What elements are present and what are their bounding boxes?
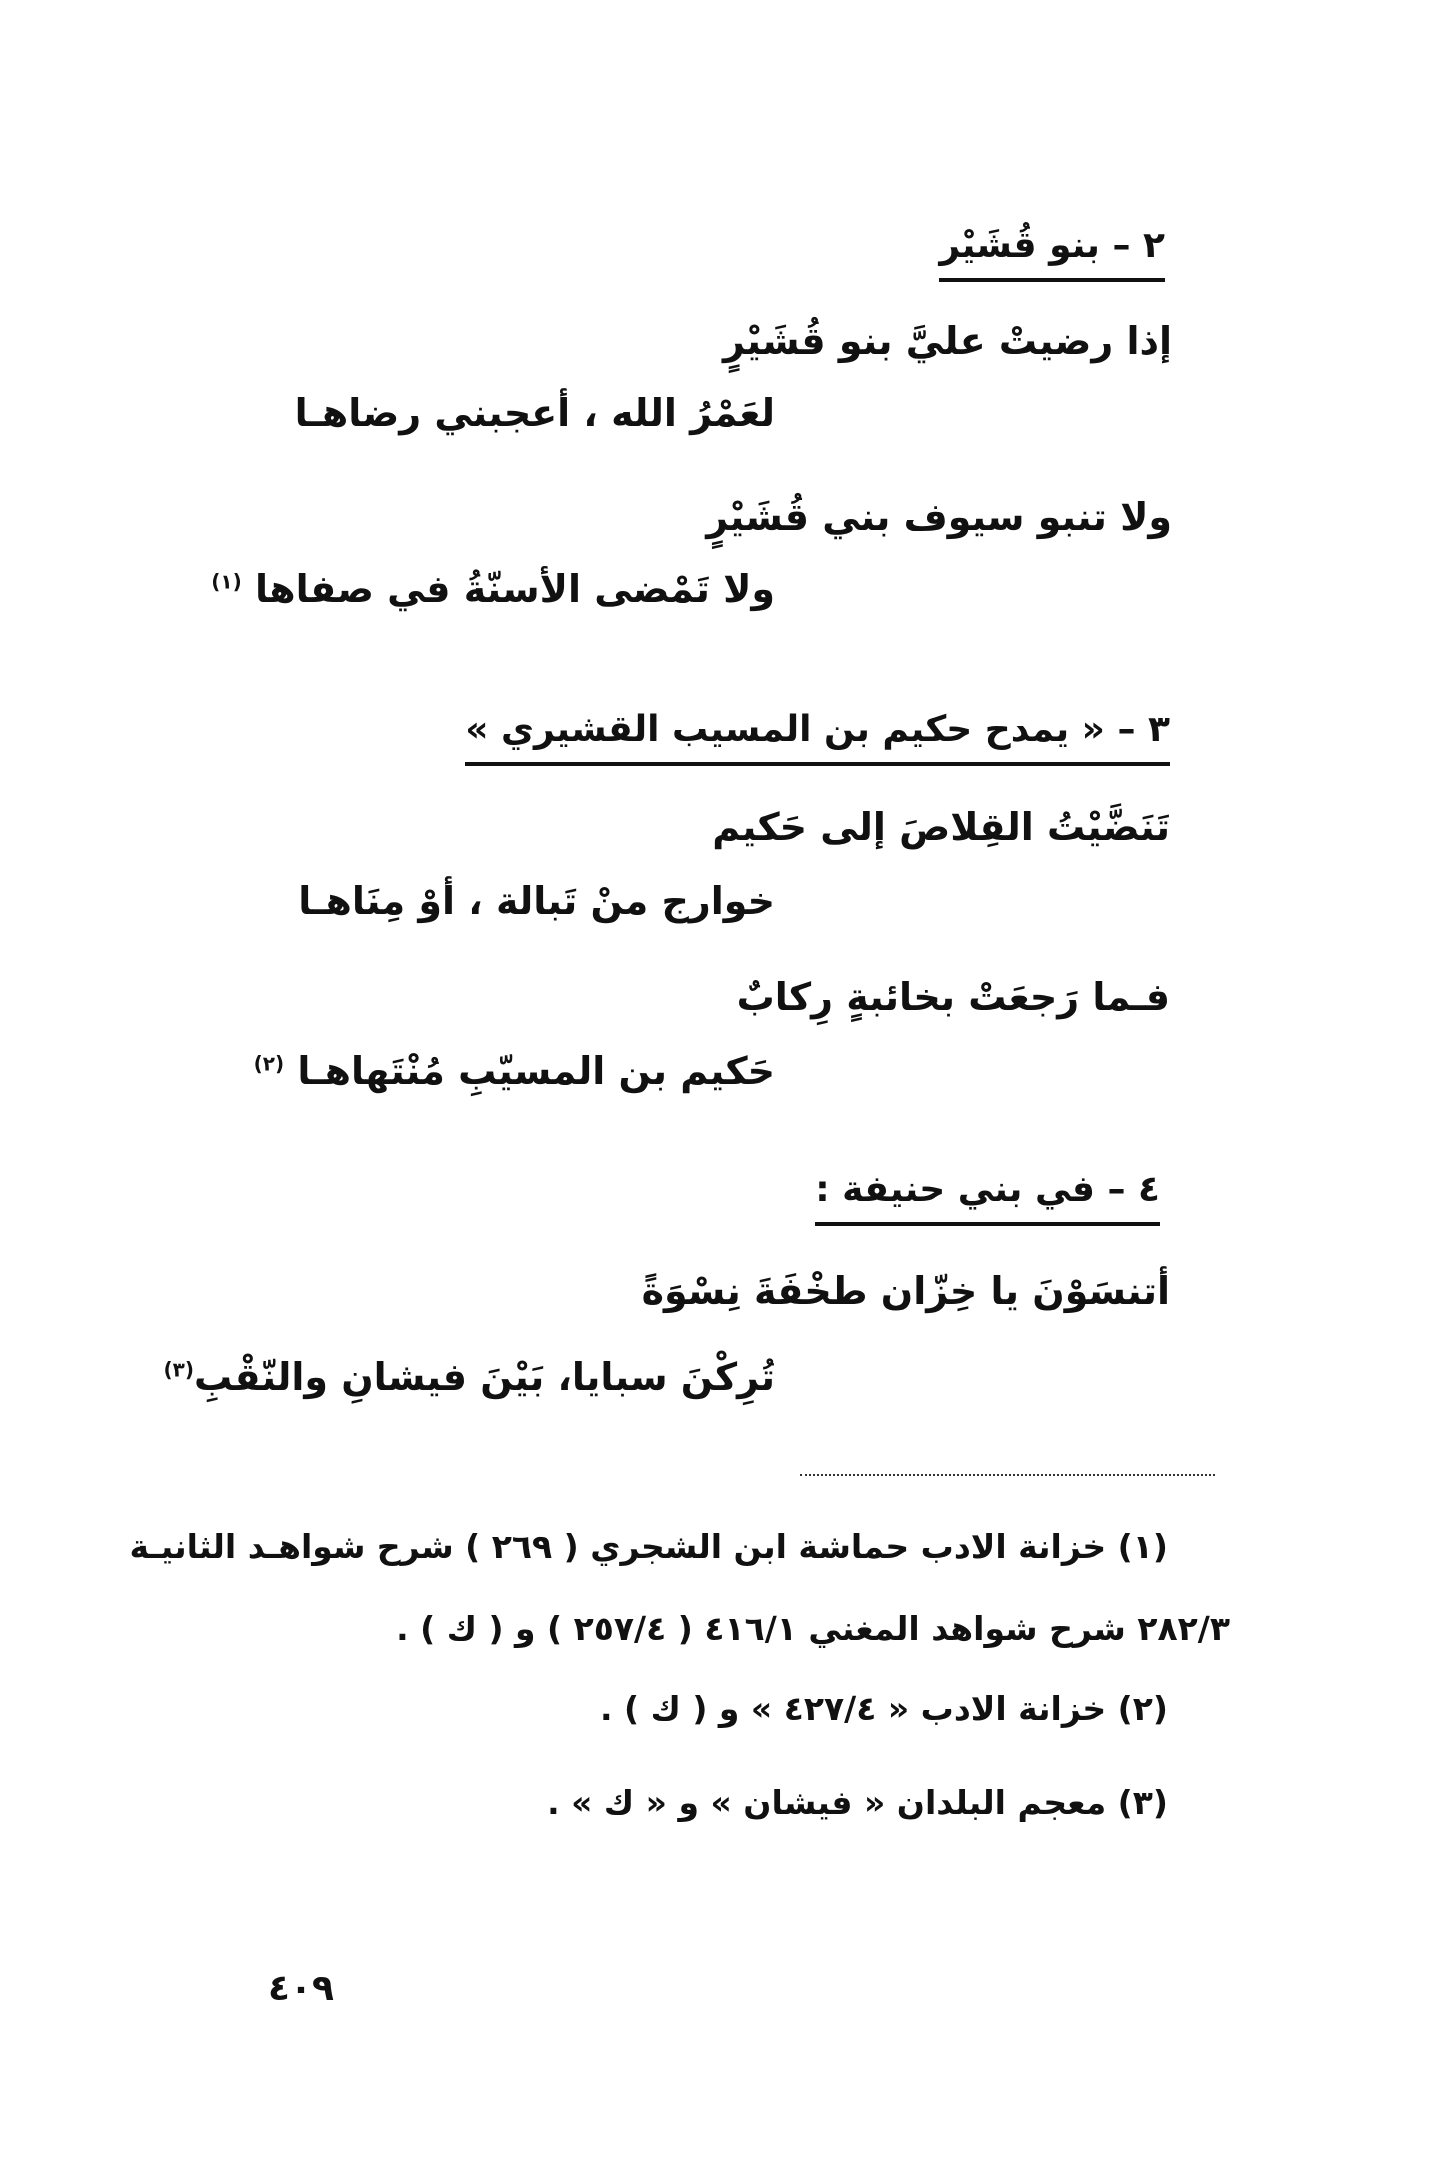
footnote-1-continued: ٢٨٢/٣ شرح شواهد المغني ٤١٦/١ ( ٢٥٧/٤ ) و ( ك ) .	[396, 1609, 1230, 1648]
verse-text: تُرِكْنَ سبايا، بَيْنَ فيشانِ والنّقْبِ	[194, 1355, 775, 1399]
footnote-mark: (٢)	[253, 1051, 285, 1076]
footnote-1: (١) خزانة الادب حماشة ابن الشجري ( ٢٦٩ ) شرح شواهـد الثانيـة	[129, 1527, 1168, 1566]
verse-hemistich: لعَمْرُ الله ، أعجبني رضاهـا	[294, 391, 775, 435]
footnote-3: (٣) معجم البلدان « فيشان » و « ك » .	[547, 1783, 1168, 1822]
section-heading: ٤ – في بني حنيفة :	[815, 1172, 1160, 1226]
verse-hemistich	[253, 1049, 775, 1093]
footnote-mark: (١)	[211, 569, 242, 594]
verse-text: حَكيم بن المسيّبِ مُنْتَهاهـا	[297, 1049, 775, 1093]
verse-hemistich: إذا رضيتْ عليَّ بنو قُشَيْرٍ	[722, 319, 1172, 363]
section-heading: ٢ – بنو قُشَيْر	[939, 228, 1165, 282]
verse-hemistich: خوارج منْ تَبالة ، أوْ مِنَاهـا	[298, 879, 775, 923]
page-number: ٤٠٩	[268, 1968, 334, 2009]
verse-hemistich: أتنسَوْنَ يا خِزّان طخْفَةَ نِسْوَةً	[641, 1269, 1170, 1313]
verse-hemistich: فـما رَجعَتْ بخائبةٍ رِكابٌ	[736, 975, 1170, 1019]
footnote-separator	[800, 1474, 1215, 1476]
footnote-mark: (٣)	[163, 1357, 195, 1382]
verse-text: ولا تَمْضى الأسنّةُ في صفاها	[255, 567, 775, 611]
verse-hemistich: تَنَضَّيْتُ القِلاصَ إلى حَكيم	[712, 805, 1170, 849]
verse-hemistich: ولا تنبو سيوف بني قُشَيْرٍ	[706, 495, 1172, 539]
footnote-2: (٢) خزانة الادب « ٤٢٧/٤ » و ( ك ) .	[600, 1689, 1168, 1728]
verse-hemistich	[211, 567, 775, 611]
section-heading: ٣ – « يمدح حكيم بن المسيب القشيري »	[465, 712, 1170, 766]
verse-hemistich	[163, 1355, 775, 1399]
